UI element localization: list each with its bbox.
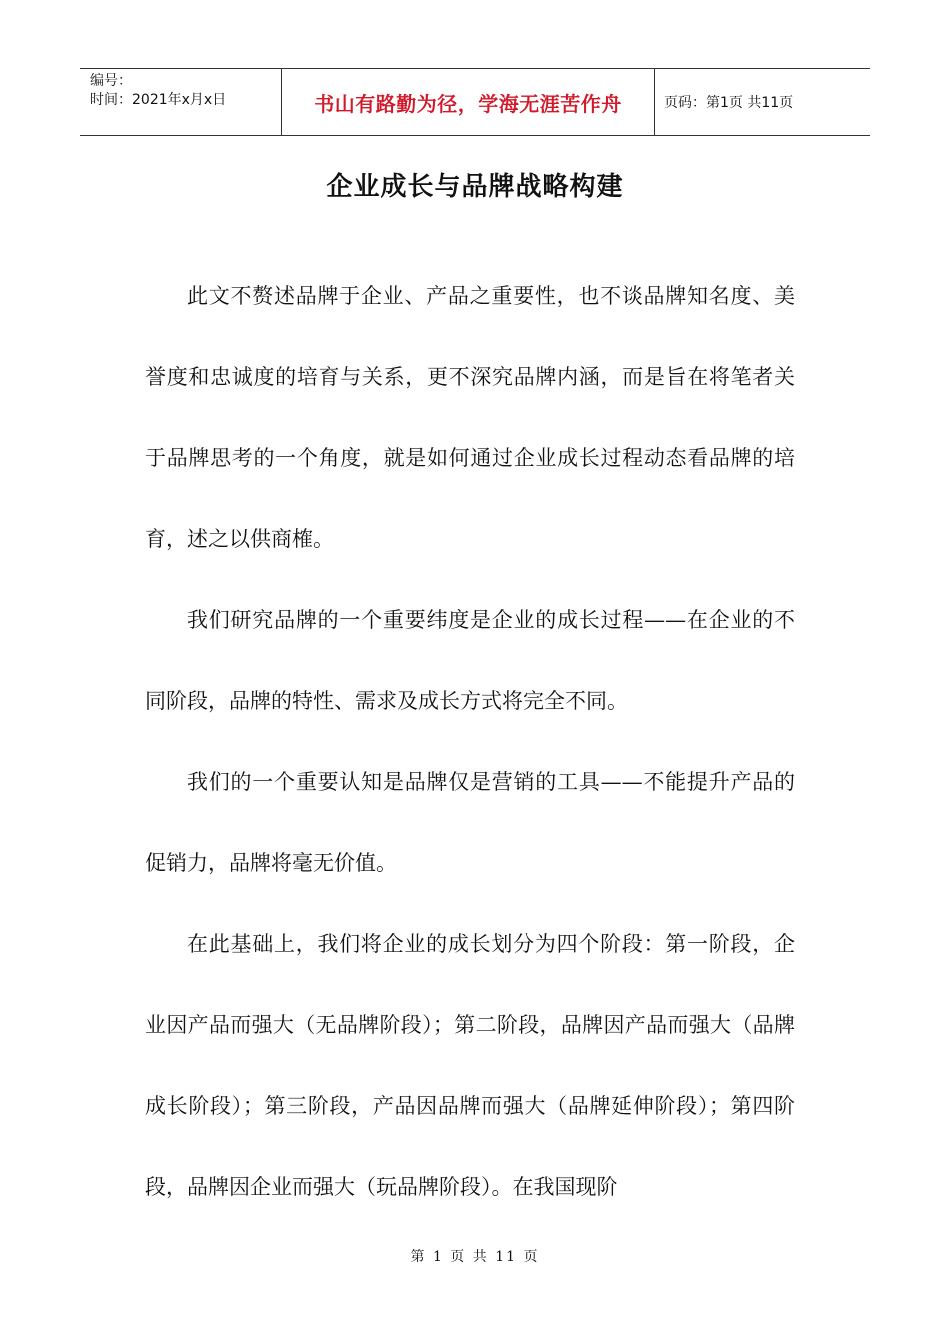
- document-title: 企业成长与品牌战略构建: [326, 172, 624, 202]
- paragraph: 我们研究品牌的一个重要纬度是企业的成长过程——在企业的不同阶段，品牌的特性、需求及成长方式将完全不同。: [145, 608, 795, 713]
- paragraph: 在此基础上，我们将企业的成长划分为四个阶段：第一阶段，企业因产品而强大（无品牌阶段）；第二阶段，品牌因产品而强大（品牌成长阶段）；第三阶段，产品因品牌而强大（品牌延伸阶段）；第四阶段，品牌因企业而强大（玩品牌阶段）。在我国现阶: [145, 932, 795, 1199]
- header-motto: 书山有路勤为径，学海无涯苦作舟: [314, 91, 622, 116]
- document-body: [145, 256, 795, 1228]
- header-meta-cell: [80, 69, 282, 135]
- header-page-info: 页码：第1页 共11页: [664, 95, 794, 111]
- date-label: 时间：2021年x月x日: [90, 92, 227, 108]
- page-footer: 第 1 页 共 11 页: [410, 1249, 540, 1265]
- serial-number-label: 编号：: [90, 73, 132, 89]
- document-header: [80, 68, 870, 136]
- header-page-cell: [655, 69, 870, 135]
- header-motto-cell: [282, 69, 655, 135]
- paragraph: 此文不赘述品牌于企业、产品之重要性，也不谈品牌知名度、美誉度和忠诚度的培育与关系，更不深究品牌内涵，而是旨在将笔者关于品牌思考的一个角度，就是如何通过企业成长过程动态看品牌的培育，述之以供商榷。: [145, 284, 795, 551]
- paragraph: 我们的一个重要认知是品牌仅是营销的工具——不能提升产品的促销力，品牌将毫无价值。: [145, 770, 795, 875]
